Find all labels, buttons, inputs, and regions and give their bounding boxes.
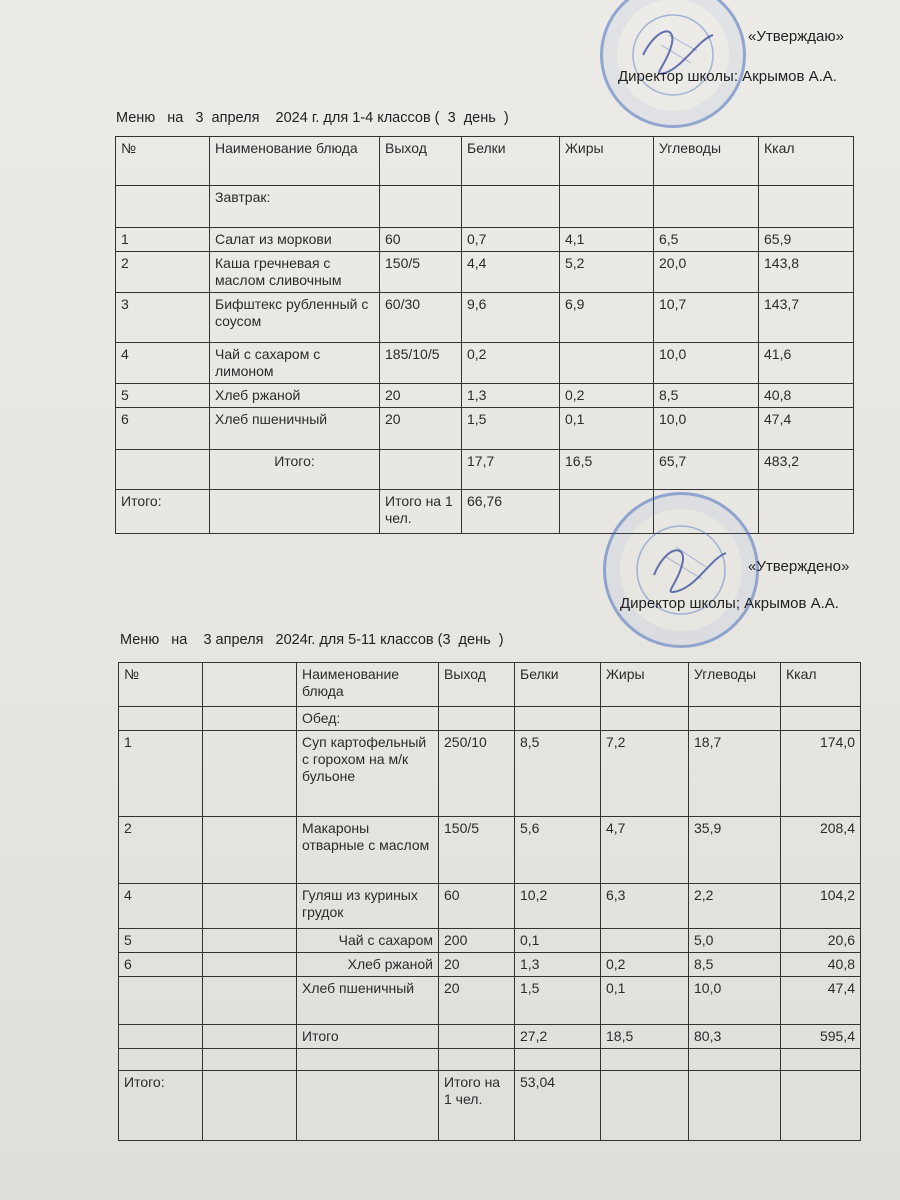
col-header-number: №	[116, 137, 210, 186]
menu1-section-row	[116, 186, 854, 228]
col-header-kcal: Ккал	[759, 137, 854, 186]
menu2-table	[118, 662, 861, 1141]
cell-carbs: 10,0	[689, 977, 781, 1025]
table-row	[116, 408, 854, 450]
section-label: Завтрак:	[210, 186, 380, 228]
cell-portion: 20	[439, 953, 515, 977]
cell-kcal: 47,4	[781, 977, 861, 1025]
table-row	[119, 977, 861, 1025]
menu2-spacer-row	[119, 1049, 861, 1071]
cell-portion: 60	[439, 884, 515, 929]
cell-fat: 0,2	[601, 953, 689, 977]
col-header-fat: Жиры	[601, 663, 689, 707]
cell-blank	[203, 731, 297, 817]
col-header-blank	[203, 663, 297, 707]
cell-number: 4	[119, 884, 203, 929]
cell-fat: 0,2	[560, 384, 654, 408]
cell-protein: 0,2	[462, 343, 560, 384]
cell-carbs: 20,0	[654, 252, 759, 293]
cell-fat: 7,2	[601, 731, 689, 817]
cell-fat: 6,3	[601, 884, 689, 929]
cell-blank	[203, 884, 297, 929]
cell-portion: 185/10/5	[380, 343, 462, 384]
table-row	[119, 929, 861, 953]
cell-fat	[601, 929, 689, 953]
cell-dish: Макароны отварные с маслом	[297, 817, 439, 884]
cell-carbs: 18,7	[689, 731, 781, 817]
cell-kcal: 104,2	[781, 884, 861, 929]
menu1-header-row	[116, 137, 854, 186]
total-kcal: 595,4	[781, 1025, 861, 1049]
cell-portion: 250/10	[439, 731, 515, 817]
cell-carbs: 35,9	[689, 817, 781, 884]
cell-fat: 0,1	[560, 408, 654, 450]
cell-portion: 200	[439, 929, 515, 953]
cell-number: 5	[119, 929, 203, 953]
cell-fat: 6,9	[560, 293, 654, 343]
section-label: Обед:	[297, 707, 439, 731]
cell-kcal: 208,4	[781, 817, 861, 884]
cell-number: 4	[116, 343, 210, 384]
total-carbs: 65,7	[654, 450, 759, 490]
col-header-kcal: Ккал	[781, 663, 861, 707]
table-row	[116, 252, 854, 293]
total-label: Итого	[297, 1025, 439, 1049]
cell-dish: Хлеб ржаной	[210, 384, 380, 408]
cell-dish: Гуляш из куриных грудок	[297, 884, 439, 929]
menu2-section-row	[119, 707, 861, 731]
col-header-protein: Белки	[462, 137, 560, 186]
cell-portion: 60	[380, 228, 462, 252]
seal-stamp-bottom	[603, 492, 759, 648]
col-header-protein: Белки	[515, 663, 601, 707]
cell-protein: 1,5	[515, 977, 601, 1025]
menu1-total-row	[116, 450, 854, 490]
total-fat: 16,5	[560, 450, 654, 490]
cell-dish: Хлеб ржаной	[297, 953, 439, 977]
cell-protein: 1,3	[462, 384, 560, 408]
cell-kcal: 143,8	[759, 252, 854, 293]
cell-carbs: 10,0	[654, 408, 759, 450]
cell-kcal: 65,9	[759, 228, 854, 252]
cell-kcal: 40,8	[759, 384, 854, 408]
col-header-fat: Жиры	[560, 137, 654, 186]
footer-label: Итого:	[119, 1071, 203, 1141]
menu2-caption: Меню на 3 апреля 2024г. для 5-11 классов (3 день )	[120, 632, 504, 648]
total-fat: 18,5	[601, 1025, 689, 1049]
cell-fat: 4,7	[601, 817, 689, 884]
cell-number: 1	[119, 731, 203, 817]
table-row	[116, 343, 854, 384]
cell-protein: 1,3	[515, 953, 601, 977]
cell-blank	[203, 929, 297, 953]
cell-protein: 9,6	[462, 293, 560, 343]
table-row	[116, 293, 854, 343]
cell-kcal: 143,7	[759, 293, 854, 343]
per-person-label: Итого на 1 чел.	[439, 1071, 515, 1141]
cell-protein: 0,1	[515, 929, 601, 953]
cell-portion: 20	[380, 384, 462, 408]
cell-fat	[560, 343, 654, 384]
col-header-portion: Выход	[380, 137, 462, 186]
table-row	[119, 953, 861, 977]
cell-protein: 8,5	[515, 731, 601, 817]
cell-portion: 60/30	[380, 293, 462, 343]
table-row	[116, 384, 854, 408]
cell-kcal: 41,6	[759, 343, 854, 384]
cell-dish: Хлеб пшеничный	[297, 977, 439, 1025]
menu1-table	[115, 136, 854, 534]
cell-number: 2	[116, 252, 210, 293]
cell-number: 6	[119, 953, 203, 977]
cell-portion: 150/5	[380, 252, 462, 293]
cell-carbs: 8,5	[689, 953, 781, 977]
cell-protein: 10,2	[515, 884, 601, 929]
approval-label-top: «Утверждаю»	[748, 28, 844, 45]
cell-portion: 20	[439, 977, 515, 1025]
total-carbs: 80,3	[689, 1025, 781, 1049]
cell-number: 1	[116, 228, 210, 252]
cell-dish: Чай с сахаром с лимоном	[210, 343, 380, 384]
col-header-dish: Наименование блюда	[210, 137, 380, 186]
cell-carbs: 8,5	[654, 384, 759, 408]
per-person-value: 66,76	[462, 490, 560, 534]
cell-number: 2	[119, 817, 203, 884]
cell-carbs: 5,0	[689, 929, 781, 953]
cell-fat: 5,2	[560, 252, 654, 293]
cell-fat: 4,1	[560, 228, 654, 252]
per-person-value: 53,04	[515, 1071, 601, 1141]
cell-kcal: 20,6	[781, 929, 861, 953]
cell-blank	[203, 977, 297, 1025]
cell-protein: 1,5	[462, 408, 560, 450]
director-name-bottom: Директор школы; Акрымов А.А.	[620, 595, 839, 612]
table-row	[119, 817, 861, 884]
cell-dish: Каша гречневая с маслом сливочным	[210, 252, 380, 293]
col-header-carbs: Углеводы	[689, 663, 781, 707]
total-kcal: 483,2	[759, 450, 854, 490]
cell-dish: Бифштекс рубленный с соусом	[210, 293, 380, 343]
table-row	[116, 228, 854, 252]
cell-carbs: 10,0	[654, 343, 759, 384]
cell-dish: Чай с сахаром	[297, 929, 439, 953]
footer-label: Итого:	[116, 490, 210, 534]
cell-portion: 20	[380, 408, 462, 450]
director-name-top: Директор школы: Акрымов А.А.	[618, 68, 837, 85]
cell-fat: 0,1	[601, 977, 689, 1025]
col-header-portion: Выход	[439, 663, 515, 707]
cell-blank	[203, 953, 297, 977]
menu1-caption: Меню на 3 апреля 2024 г. для 1-4 классов ( 3 день )	[116, 110, 509, 126]
cell-protein: 0,7	[462, 228, 560, 252]
cell-protein: 4,4	[462, 252, 560, 293]
cell-dish: Хлеб пшеничный	[210, 408, 380, 450]
menu2-footer-row	[119, 1071, 861, 1141]
cell-dish: Салат из моркови	[210, 228, 380, 252]
total-protein: 17,7	[462, 450, 560, 490]
table-row	[119, 884, 861, 929]
seal-stamp-top	[600, 0, 746, 128]
cell-kcal: 47,4	[759, 408, 854, 450]
signature-icon	[606, 495, 756, 645]
cell-number: 3	[116, 293, 210, 343]
cell-protein: 5,6	[515, 817, 601, 884]
cell-kcal: 40,8	[781, 953, 861, 977]
cell-carbs: 6,5	[654, 228, 759, 252]
menu2-total-row	[119, 1025, 861, 1049]
total-label: Итого:	[210, 450, 380, 490]
col-header-carbs: Углеводы	[654, 137, 759, 186]
cell-number: 5	[116, 384, 210, 408]
cell-blank	[203, 817, 297, 884]
cell-carbs: 10,7	[654, 293, 759, 343]
table-row	[119, 731, 861, 817]
approval-label-bottom: «Утверждено»	[748, 558, 850, 575]
total-protein: 27,2	[515, 1025, 601, 1049]
cell-number: 6	[116, 408, 210, 450]
signature-icon	[603, 0, 743, 125]
cell-carbs: 2,2	[689, 884, 781, 929]
cell-dish: Суп картофельный с горохом на м/к бульоне	[297, 731, 439, 817]
cell-portion: 150/5	[439, 817, 515, 884]
per-person-label: Итого на 1 чел.	[380, 490, 462, 534]
cell-kcal: 174,0	[781, 731, 861, 817]
menu2-header-row	[119, 663, 861, 707]
col-header-dish: Наименование блюда	[297, 663, 439, 707]
col-header-number: №	[119, 663, 203, 707]
cell-number	[119, 977, 203, 1025]
